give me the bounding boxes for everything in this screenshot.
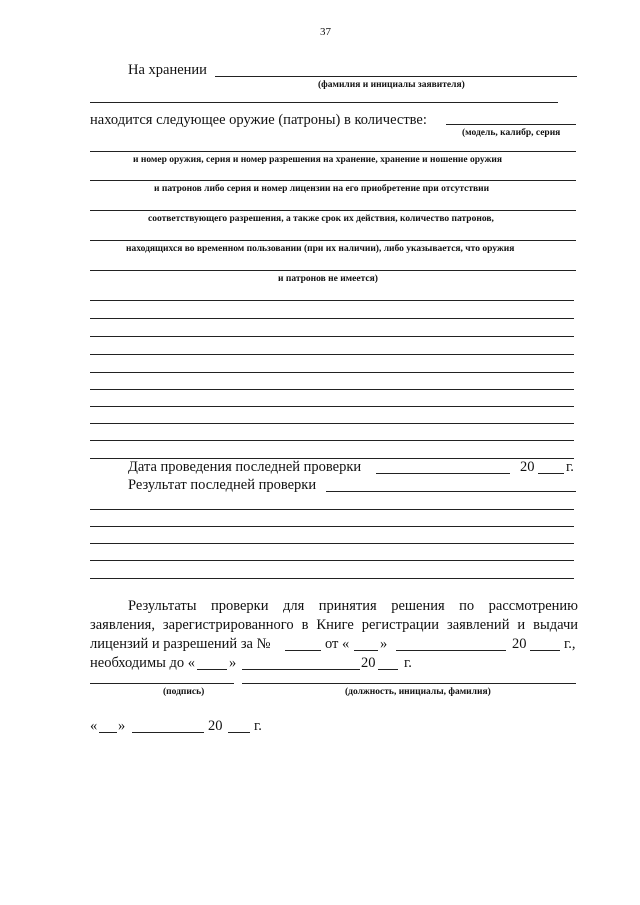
blank-line[interactable]	[90, 406, 574, 407]
weapons-caption-3: и патронов либо серия и номер лицензии на его приобретение при отсутствии	[154, 184, 490, 194]
deadline-quote-close: »	[229, 655, 237, 671]
last-check-year-suffix: г.	[566, 459, 574, 475]
last-check-result-line[interactable]	[326, 491, 576, 492]
footer-year-prefix: 20	[208, 718, 223, 734]
position-line[interactable]	[242, 683, 576, 684]
weapons-label: находится следующее оружие (патроны) в количестве:	[90, 112, 427, 128]
blank-line[interactable]	[90, 372, 574, 373]
results-line-1: Результаты проверки для принятия решения по рассмотрению	[128, 598, 578, 614]
weapons-caption-5: находящихся во временном пользовании (при их наличии), либо указывается, что оружия	[126, 244, 515, 254]
results-line-4: необходимы до «	[90, 655, 195, 671]
results-year-line[interactable]	[530, 650, 560, 651]
blank-line[interactable]	[90, 354, 574, 355]
results-year-suffix: г.,	[564, 636, 576, 652]
signature-caption: (подпись)	[163, 687, 205, 697]
registration-number-line[interactable]	[285, 650, 321, 651]
deadline-day-line[interactable]	[197, 669, 227, 670]
weapons-caption-6: и патронов не имеется)	[278, 274, 378, 284]
weapons-line-2[interactable]	[90, 180, 576, 181]
position-caption: (должность, инициалы, фамилия)	[345, 687, 491, 697]
footer-quote-close: »	[118, 718, 126, 734]
footer-month-line[interactable]	[132, 732, 204, 733]
result-blank-line[interactable]	[90, 560, 574, 561]
last-check-date-label: Дата проведения последней проверки	[128, 459, 362, 475]
blank-line[interactable]	[90, 318, 574, 319]
weapons-line-1[interactable]	[90, 151, 576, 152]
last-check-year-prefix: 20	[520, 459, 535, 475]
blank-line[interactable]	[90, 389, 574, 390]
blank-line[interactable]	[90, 300, 574, 301]
blank-line[interactable]	[90, 440, 574, 441]
footer-year-suffix: г.	[254, 718, 262, 734]
weapons-caption-1: (модель, калибр, серия	[462, 128, 561, 138]
applicant-caption: (фамилия и инициалы заявителя)	[318, 80, 465, 90]
result-blank-line[interactable]	[90, 578, 574, 579]
result-blank-line[interactable]	[90, 543, 574, 544]
blank-line[interactable]	[90, 336, 574, 337]
deadline-year-line[interactable]	[378, 669, 398, 670]
results-day-line[interactable]	[354, 650, 378, 651]
page-number: 37	[320, 26, 331, 38]
results-month-line[interactable]	[396, 650, 506, 651]
results-from-label: от «	[325, 636, 350, 652]
weapons-quantity-line[interactable]	[446, 124, 576, 125]
results-quote-close: »	[380, 636, 388, 652]
result-blank-line[interactable]	[90, 526, 574, 527]
storage-label: На хранении	[128, 62, 207, 78]
deadline-year-prefix: 20	[361, 655, 376, 671]
footer-quote-open: «	[90, 718, 98, 734]
footer-year-line[interactable]	[228, 732, 250, 733]
blank-line[interactable]	[90, 423, 574, 424]
results-line-3: лицензий и разрешений за №	[90, 636, 271, 652]
results-year-prefix: 20	[512, 636, 527, 652]
applicant-continuation-line[interactable]	[90, 102, 558, 103]
last-check-year-line[interactable]	[538, 473, 564, 474]
last-check-result-label: Результат последней проверки	[128, 477, 317, 493]
deadline-month-line[interactable]	[242, 669, 360, 670]
applicant-name-line[interactable]	[215, 76, 577, 77]
weapons-line-5[interactable]	[90, 270, 576, 271]
last-check-date-line[interactable]	[376, 473, 510, 474]
weapons-caption-4: соответствующего разрешения, а также срок их действия, количество патронов,	[148, 214, 494, 224]
weapons-caption-2: и номер оружия, серия и номер разрешения на хранение, хранение и ношение оружия	[133, 155, 503, 165]
weapons-line-3[interactable]	[90, 210, 576, 211]
footer-day-line[interactable]	[99, 732, 117, 733]
deadline-year-suffix: г.	[404, 655, 412, 671]
weapons-line-4[interactable]	[90, 240, 576, 241]
result-blank-line[interactable]	[90, 509, 574, 510]
signature-line[interactable]	[90, 683, 234, 684]
results-line-2: заявления, зарегистрированного в Книге регистрации заявлений и выдачи	[90, 617, 578, 633]
